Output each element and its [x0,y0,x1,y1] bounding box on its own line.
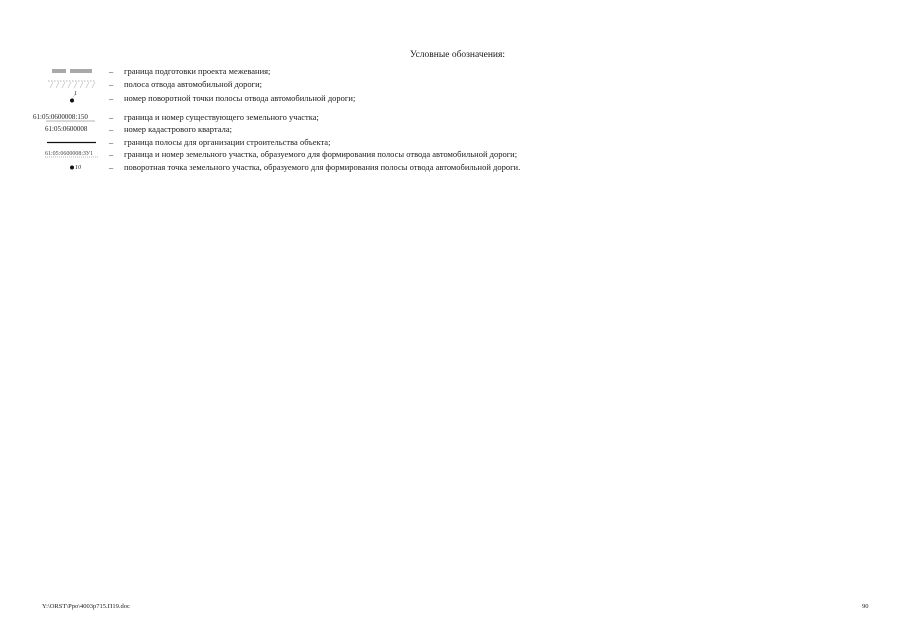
footer-file-path: Y:\ORST\Ppo\4003p715.П19.doc [42,603,130,610]
legend-dash: – [109,66,114,76]
legend-item-construction-strip [0,136,905,148]
point-dot-icon [34,92,110,104]
legend-description: полоса отвода автомобильной дороги; [124,79,263,89]
parcel-number-text: 61:05:0600008:150 [33,113,88,121]
legend-description: граница и номер существующего земельного участка; [124,112,319,122]
dashed-gray-line-symbol [34,65,110,77]
footer-page-number: 90 [862,603,869,610]
quarter-label-symbol [34,123,110,135]
parcel-underline-icon [33,111,109,123]
legend-dash: – [109,149,114,159]
legend-item-existing-parcel [0,111,905,123]
legend-dash: – [109,112,114,122]
parcel-point-dot-icon [34,161,110,173]
legend-dash: – [109,162,114,172]
parcel-label-symbol [33,111,109,123]
new-parcel-number-text: 61:05:0600008:ЗУ1 [45,151,94,157]
legend-dash: – [109,137,114,147]
legend-item-project-boundary [0,65,905,77]
legend-description: граница полосы для организации строительства объекта; [124,137,331,147]
legend-description: граница и номер земельного участка, образуемого для формирования полосы отвода автомобильной дороги; [124,149,518,159]
legend-description: номер поворотной точки полосы отвода автомобильной дороги; [124,93,356,103]
legend-dash: – [109,93,114,103]
road-point-symbol [34,92,110,104]
new-parcel-underline-icon [34,148,110,160]
legend-dash: – [109,79,114,89]
legend-item-parcel-point [0,161,905,173]
legend-item-cadastral-quarter [0,123,905,135]
road-point-number: 1 [74,91,77,97]
new-parcel-label-symbol [34,148,110,160]
legend-item-road-strip [0,78,905,90]
legend-description: граница подготовки проекта межевания; [124,66,271,76]
legend-description: поворотная точка земельного участка, образуемого для формирования полосы отвода автомобильной дороги. [124,162,521,172]
legend-item-new-parcel [0,148,905,160]
legend-item-road-point [0,92,905,104]
legend-title: Условные обозначения: [409,50,505,60]
legend-dash: – [109,124,114,134]
road-strip-symbol [34,78,110,90]
legend-description: номер кадастрового квартала; [124,124,232,134]
quarter-number-text: 61:05:0600008 [45,125,88,133]
parcel-point-number: 10 [75,165,81,171]
parcel-point-symbol [34,161,110,173]
solid-line-symbol [34,136,110,148]
